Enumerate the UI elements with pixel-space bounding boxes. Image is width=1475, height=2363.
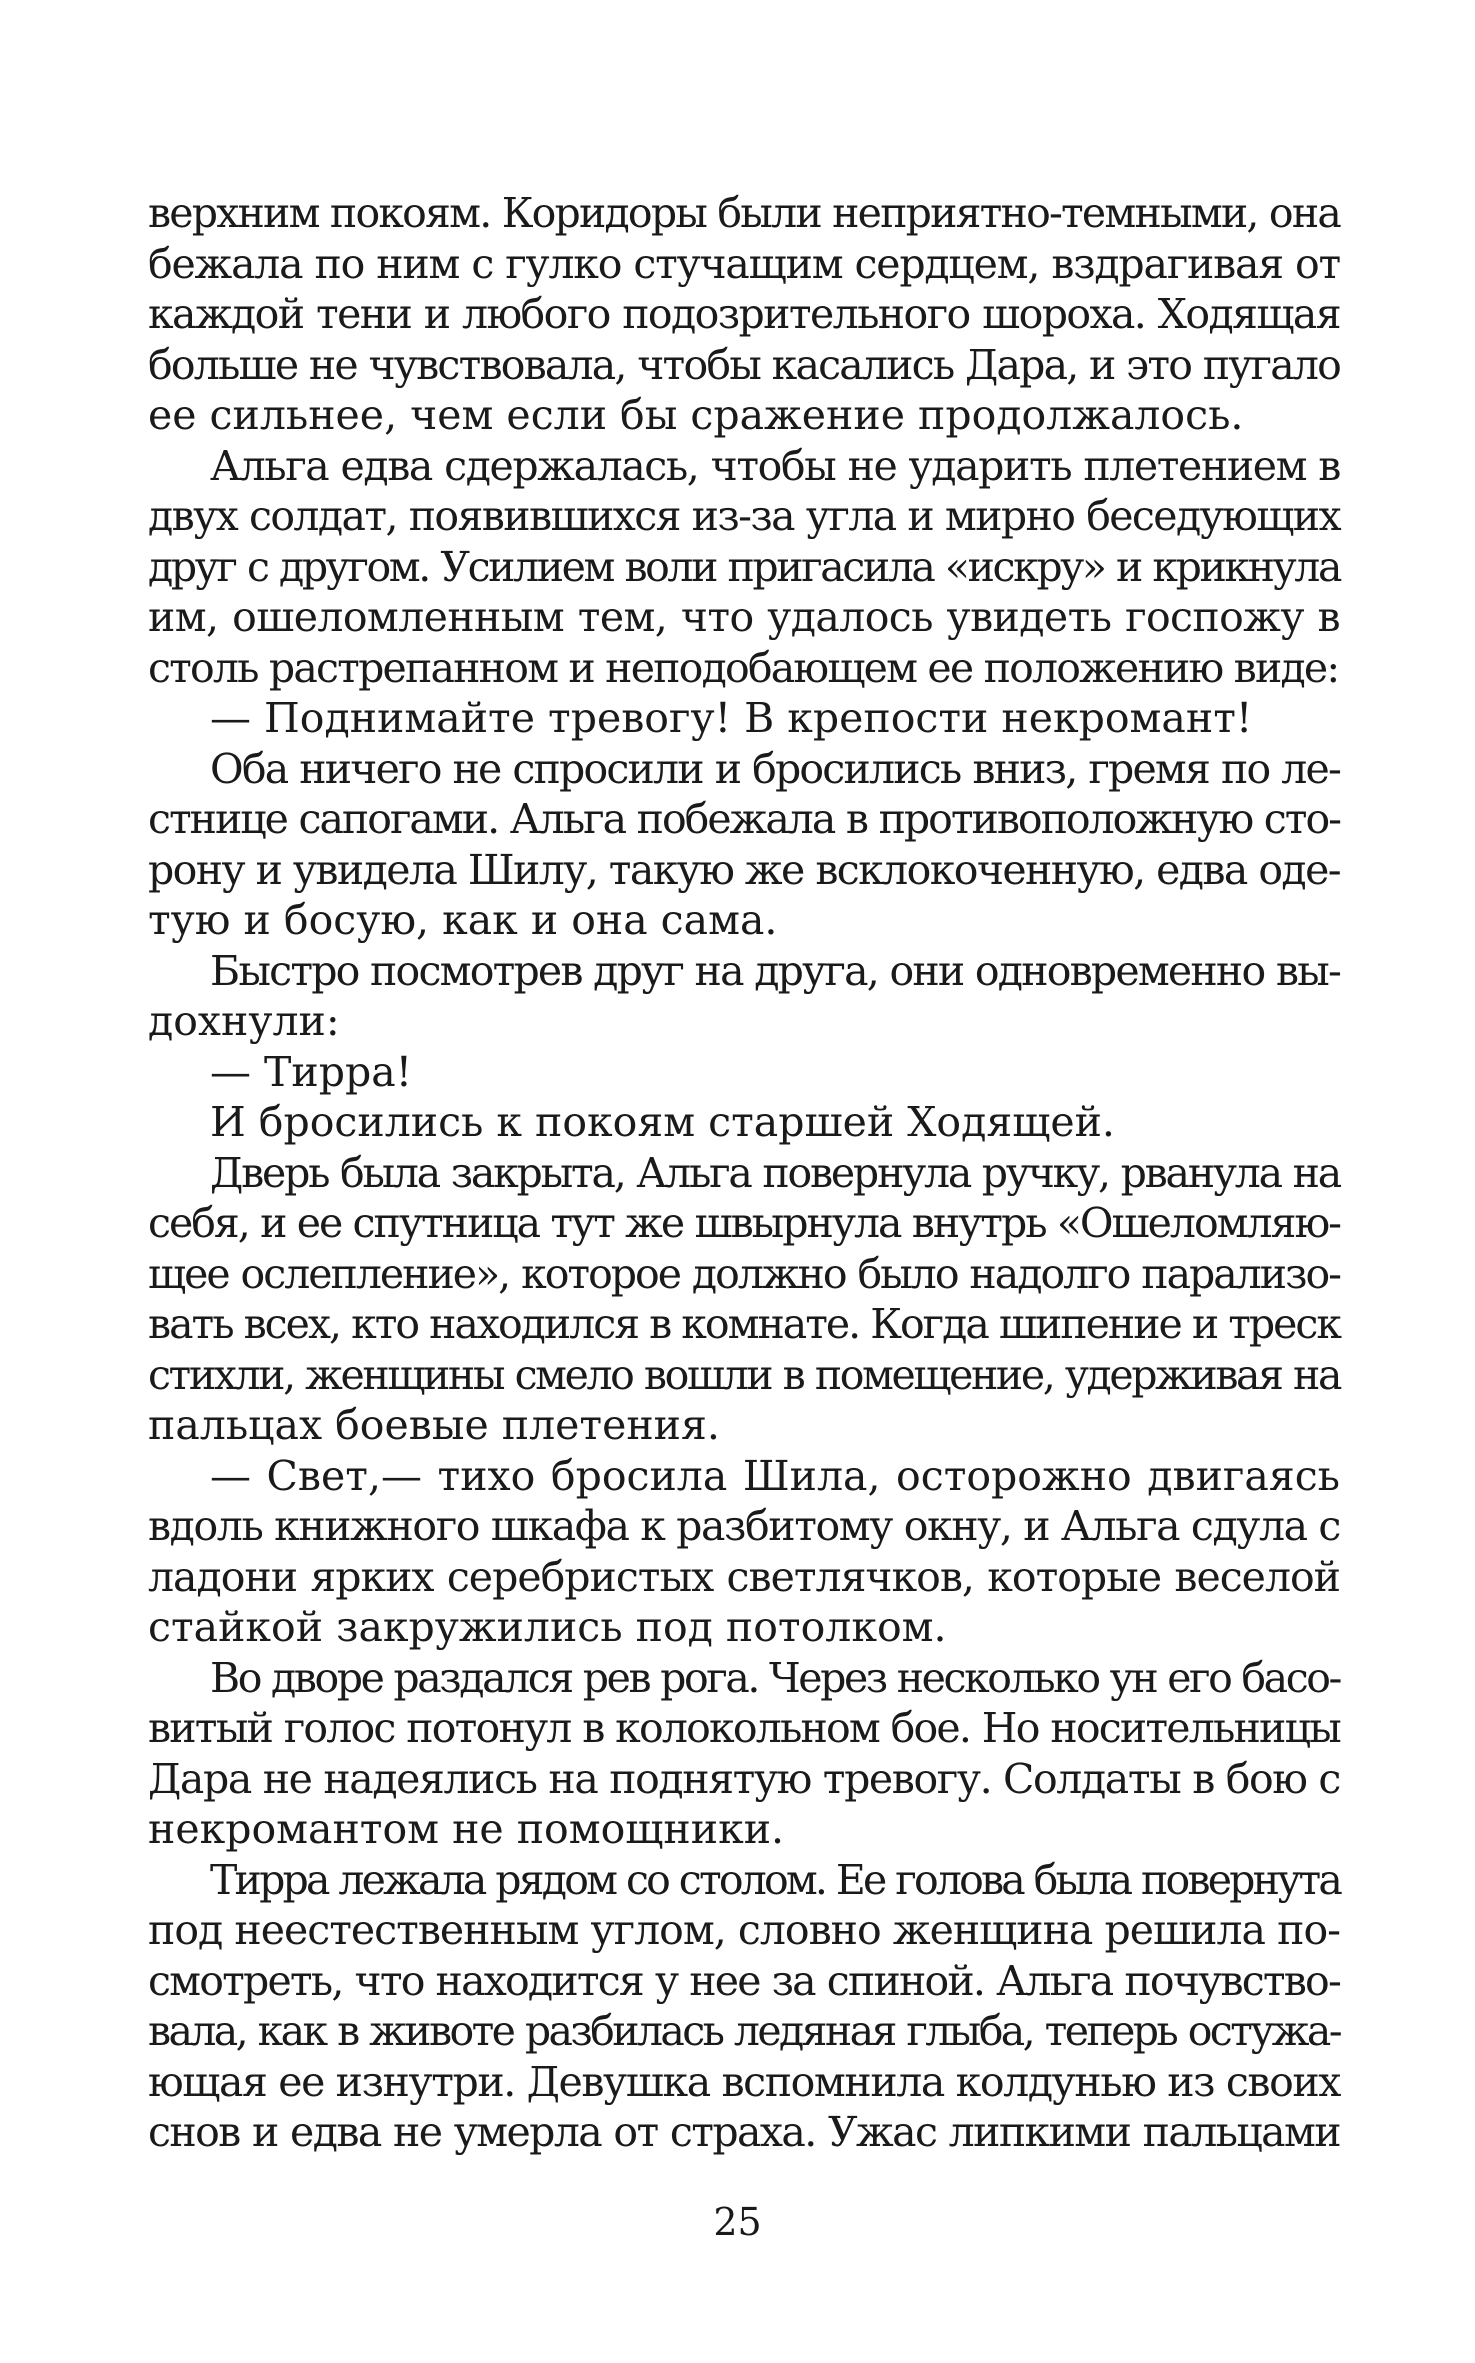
text-line: щее ослепление», которое должно было надолго парализо-	[148, 1249, 1340, 1298]
text-line: пальцах боевые плетения.	[148, 1401, 720, 1449]
text-line: столь растрепанном и неподобающем ее положению виде:	[148, 643, 1339, 692]
text-line: некромантом не помощники.	[148, 1805, 785, 1853]
text-line: вдоль книжного шкафа к разбитому окну, и Альга сдула с	[148, 1502, 1340, 1550]
text-line: Во дворе раздался рев рога. Через несколько ун его басо-	[210, 1653, 1340, 1702]
text-line: стнице сапогами. Альга побежала в противоположную сто-	[148, 795, 1340, 843]
text-line: Быстро посмотрев друг на друга, они одновременно вы-	[210, 946, 1340, 995]
text-line: ющая ее изнутри. Девушка вспомнила колдунью из своих	[148, 2057, 1340, 2106]
text-line: друг с другом. Усилием воли пригасила «искру» и крикнула	[148, 542, 1340, 591]
page-number: 25	[713, 2200, 762, 2244]
text-line: — Тирра!	[210, 1047, 413, 1096]
text-line: Оба ничего не спросили и бросились вниз, гремя по ле-	[210, 744, 1340, 793]
text-line: — Свет,— тихо бросила Шила, осторожно двигаясь	[210, 1451, 1340, 1500]
text-line: Альга едва сдержалась, чтобы не ударить плетением в	[210, 441, 1340, 490]
text-line: бежала по ним с гулко стучащим сердцем, вздрагивая от	[148, 239, 1340, 288]
text-line: верхним покоям. Коридоры были неприятно-темными, она	[148, 189, 1340, 237]
text-line: Дверь была закрыта, Альга повернула ручку, рванула на	[210, 1148, 1340, 1197]
text-line: дохнули:	[148, 997, 340, 1045]
text-line: смотреть, что находится у нее за спиной. Альга почувство-	[148, 1956, 1340, 2005]
text-line: Тирра лежала рядом со столом. Ее голова была повернута	[210, 1855, 1340, 1904]
text-line: тую и босую, как и она сама.	[148, 896, 778, 944]
text-line: двух солдат, появившихся из-за угла и мирно беседующих	[148, 492, 1340, 540]
text-line: И бросились к покоям старшей Ходящей.	[210, 1098, 1115, 1146]
text-line: каждой тени и любого подозрительного шороха. Ходящая	[148, 290, 1340, 338]
text-line: витый голос потонул в колокольном бое. Но носительницы	[148, 1704, 1340, 1752]
text-line: себя, и ее спутница тут же швырнула внутрь «Ошеломляю-	[148, 1199, 1340, 1247]
text-line: ее сильнее, чем если бы сражение продолжалось.	[148, 391, 1244, 439]
text-line: — Поднимайте тревогу! В крепости некромант!	[210, 694, 1253, 742]
text-line: им, ошеломленным тем, что удалось увидеть госпожу в	[148, 593, 1340, 641]
text-line: вать всех, кто находился в комнате. Когда шипение и треск	[148, 1300, 1340, 1348]
text-line: ладони ярких серебристых светлячков, которые веселой	[148, 1552, 1340, 1601]
text-line: под неестественным углом, словно женщина решила по-	[148, 1906, 1340, 1954]
text-line: рону и увидела Шилу, такую же всклокоченную, едва оде-	[148, 845, 1340, 894]
text-line: Дара не надеялись на поднятую тревогу. Солдаты в бою с	[148, 1754, 1340, 1803]
text-line: больше не чувствовала, чтобы касались Дара, и это пугало	[148, 340, 1340, 389]
text-line: стихли, женщины смело вошли в помещение, удерживая на	[148, 1350, 1340, 1399]
text-line: стайкой закружились под потолком.	[148, 1603, 947, 1651]
text-line: вала, как в животе разбилась ледяная глыба, теперь остужа-	[148, 2007, 1340, 2055]
text-line: снов и едва не умерла от страха. Ужас липкими пальцами	[148, 2108, 1340, 2156]
body-text	[148, 188, 1340, 2158]
